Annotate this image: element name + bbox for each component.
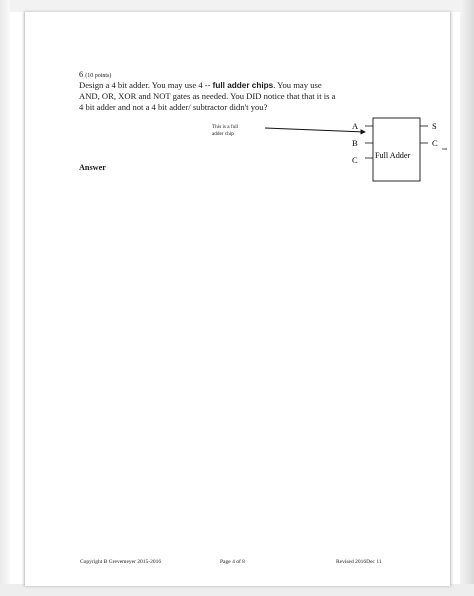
question-line-1: Design a 4 bit adder. You may use 4 -- full adder chips. You may use: [79, 80, 322, 90]
footer-copyright: Copyright B Grevemeyer 2015-2016: [80, 559, 162, 565]
input-b-label: B: [352, 138, 358, 148]
answer-label: Answer: [79, 163, 106, 172]
footer-revised: Revised 2016Dec 11: [336, 559, 382, 565]
bold-term: full adder chips: [212, 81, 274, 90]
question-line-3: 4 bit adder and not a 4 bit adder/ subtractor didn't you?: [79, 102, 268, 112]
viewer-left-edge: [0, 0, 10, 596]
pointer-arrow: [265, 128, 365, 132]
full-adder-chip: [373, 118, 420, 181]
input-a-label: A: [352, 121, 359, 131]
question-number: 6 (10 points): [79, 69, 112, 79]
question-line-2: AND, OR, XOR and NOT gates as needed. You DID notice that that it is a: [79, 91, 336, 101]
chip-label: Full Adder: [375, 151, 411, 160]
viewer-right-scrollbar[interactable]: [460, 0, 474, 596]
question-text: [79, 80, 379, 113]
viewer-top-bar: [0, 0, 474, 12]
output-s-label: S: [432, 121, 437, 131]
output-c-subscript: out: [442, 146, 448, 151]
full-adder-diagram: [255, 113, 465, 193]
chip-note: This is a full adder chip: [212, 124, 239, 137]
question-points: (10 points): [85, 73, 112, 79]
input-c-label: C: [352, 155, 358, 165]
output-c-label: C: [432, 138, 438, 148]
footer-page-number: Page 4 of 8: [220, 559, 245, 565]
